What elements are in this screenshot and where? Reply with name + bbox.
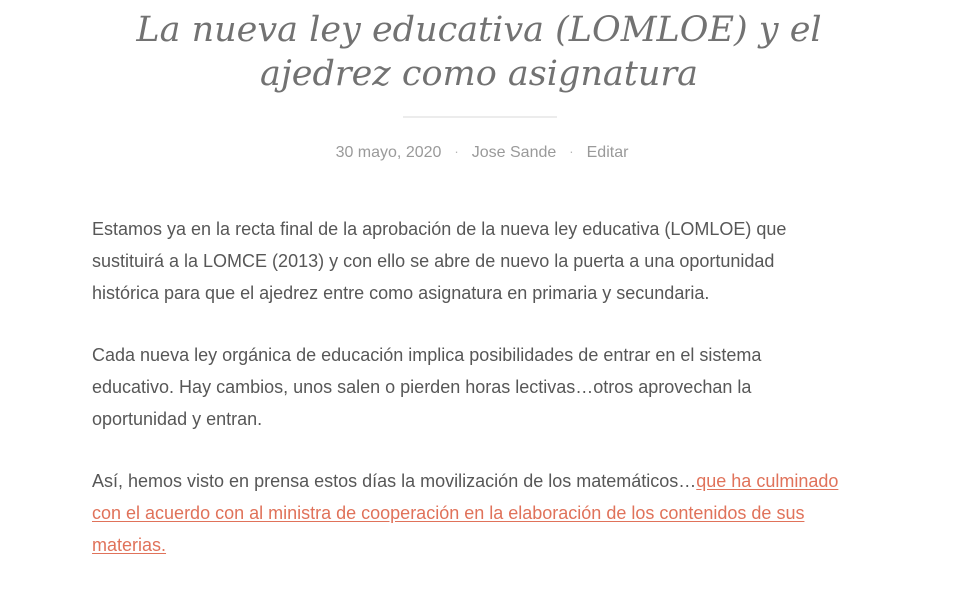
post-author-link[interactable]: Jose Sande — [471, 144, 557, 161]
edit-post-link[interactable]: Editar — [586, 144, 629, 161]
article-link[interactable]: que ha culminado con el acuerdo con al ministra de cooperación en la elaboración de los contenidos de sus materias. — [92, 471, 839, 555]
post-content — [92, 213, 842, 591]
post-paragraph: Cada nueva ley orgánica de educación implica posibilidades de entrar en el sistema educativo. Hay cambios, unos salen o pierden horas lectivas…otros aprovechan la oportunidad y entran. — [92, 345, 762, 429]
post-date-link[interactable]: 30 mayo, 2020 — [335, 144, 442, 161]
title-divider — [403, 116, 557, 118]
post-paragraph — [92, 465, 842, 561]
post-paragraph: Estamos ya en la recta final de la aprobación de la nueva ley educativa (LOMLOE) que sustituirá a la LOMCE (2013) y con ello se abre de nuevo la puerta a una oportunidad histórica para que el ajedrez entre como asignatura en primaria y secundaria. — [92, 219, 787, 303]
paragraph-text: Así, hemos visto en prensa estos días la movilización de los matemáticos… — [92, 471, 697, 491]
meta-separator: · — [569, 144, 574, 159]
meta-separator: · — [454, 144, 459, 159]
post-meta — [0, 141, 964, 164]
post-title: La nueva ley educativa (LOMLOE) y el ajedrez como asignatura — [136, 10, 822, 94]
